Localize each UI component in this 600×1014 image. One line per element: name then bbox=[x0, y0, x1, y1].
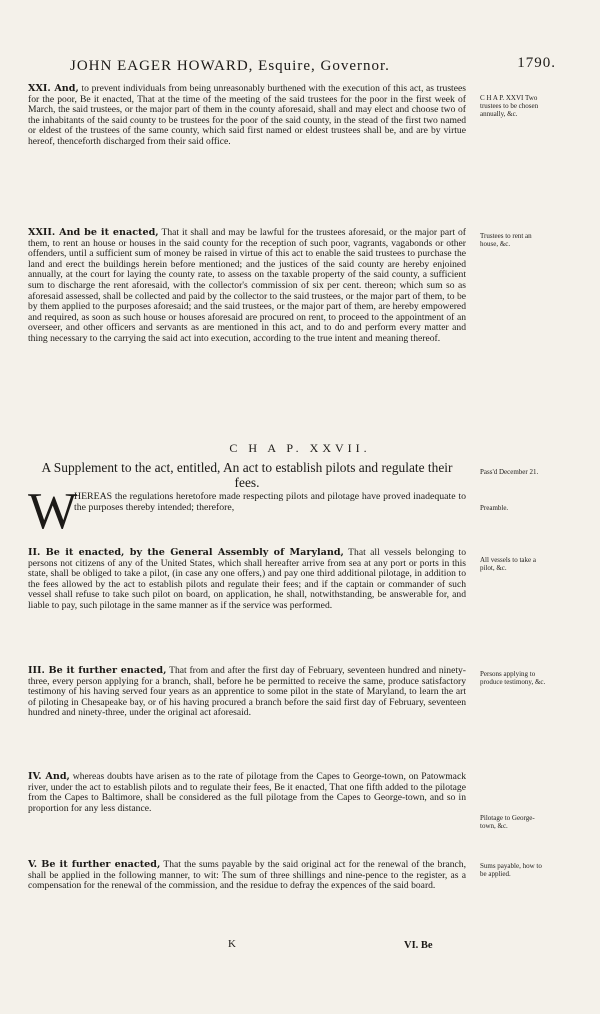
clause-lead: IV. And, bbox=[28, 771, 70, 782]
section-text: That it shall and may be lawful for the trustees aforesaid, or the major part of them, to rent an house or houses in the said county for the reception of such poor, vagrants, vagabonds or other offenders, until a sufficient sum of money be raised in virtue of this act to enable the said trustees to purchase the land and erect the buildings herein before mentioned; and the justices of the said county are hereby enjoined annually, at the court for laying the county rate, to assess on the taxable property of the said county, a sufficient sum to discharge the rent aforesaid, with the collector's commission of six per cent. thereon; which sum so as aforesaid assessed, shall be collected and paid by the collector to the said trustees, or the major part of them, to be by them applied to the purposes aforesaid; and the said trustees, or the major part of them, are hereby empowered and required, as soon as such house or houses aforesaid are procured on rent, to proceed to the appointment of an overseer, and other officers and servants as are mentioned in this act, and to do and perform every matter and thing necessary to the carrying the said act into execution, according to the true intent and meaning thereof. bbox=[28, 227, 466, 344]
signature-mark: K bbox=[228, 938, 236, 950]
clause-text: That the sums payable by the said original act for the renewal of the branch, shall be applied in the following manner, to wit: The sum of three shillings and nine-pence to the register, as a compensation for the renewal of the commission, and the residue to defray the expences of the said board. bbox=[28, 859, 466, 892]
catchword: VI. Be bbox=[404, 940, 433, 951]
margin-note-passed: Pass'd December 21. bbox=[480, 468, 539, 476]
margin-note-v: Sums payable, how to be applied. bbox=[480, 862, 542, 879]
margin-note-preamble: Preamble. bbox=[480, 504, 509, 512]
section-lead: XXII. And be it enacted, bbox=[28, 227, 159, 238]
section-xxii bbox=[28, 228, 466, 345]
preamble-text: HEREAS the regulations heretofore made respecting pilots and pilotage have proved inadequate to the purposes thereby intended; therefore, bbox=[74, 491, 466, 513]
clause-ii bbox=[28, 548, 466, 612]
margin-note-xxii: Trustees to rent an house, &c. bbox=[480, 232, 532, 249]
clause-lead: V. Be it further enacted, bbox=[28, 859, 161, 870]
margin-note-iii: Persons applying to produce testimony, &c. bbox=[480, 670, 546, 687]
chapter-title: A Supplement to the act, entitled, An act to establish pilots and regulate their fees. bbox=[41, 460, 453, 490]
clause-text: That from and after the first day of February, seventeen hundred and ninety-three, every person applying for a branch, shall, before he be permitted to receive the same, produce satisfactory testimony of his having served four years as an apprentice to some pilot in the state of Maryland, to learn the art of piloting in Chesapeake bay, or of his having procured a branch before the said first day of February, seventeen hundred and ninety-three, under the original act aforesaid. bbox=[28, 665, 466, 719]
drop-cap: W bbox=[28, 483, 78, 540]
margin-note-ii: All vessels to take a pilot, &c. bbox=[480, 556, 536, 573]
margin-note-iv: Pilotage to George-town, &c. bbox=[480, 814, 535, 831]
clause-v bbox=[28, 860, 466, 892]
running-header bbox=[70, 55, 556, 80]
header-year: 1790. bbox=[517, 55, 556, 71]
clause-lead: II. Be it enacted, by the General Assembly of Maryland, bbox=[28, 547, 344, 558]
header-governor: JOHN EAGER HOWARD, Esquire, Governor. bbox=[70, 58, 390, 74]
clause-text: That all vessels belonging to persons not citizens of any of the United States, which shall hereafter arrive from sea at any port or ports in this state, shall be obliged to take a pilot, (in case any one offers,) and pay one third additional pilotage, in addition to the fees allowed by the act to establish pilots and regulate their fees; and if the captain or commander of such vessel shall refuse to take such pilot on board, on application, he shall, notwithstanding, be answerable for, and liable to pay, such pilotage in the same manner as if the service was performed. bbox=[28, 547, 466, 611]
margin-note-xxi: C H A P. XXVI Two trustees to be chosen annually, &c. bbox=[480, 94, 539, 119]
section-lead: XXI. And, bbox=[28, 83, 79, 94]
clause-iv bbox=[28, 772, 466, 814]
chapter-heading: C H A P. XXVII. bbox=[229, 441, 371, 455]
clause-text: whereas doubts have arisen as to the rate of pilotage from the Capes to George-town, on Patowmack river, under the act to establish pilots and to regulate their fees, Be it enacted, That one fifth added to the pilotage from the Capes to Baltimore, shall be considered as the full pilotage from the Capes to George-town, and so in proportion for any less distance. bbox=[28, 771, 466, 814]
section-xxi bbox=[28, 84, 466, 148]
clause-iii bbox=[28, 666, 466, 719]
section-text: to prevent individuals from being unreasonably burthened with the execution of this act, as trustees for the poor, Be it enacted, That at the time of the meeting of the said trustees for the poor in the first week of March, the said trustees, or the major part of them in the county aforesaid, shall and may elect and choose two of the inhabitants of the said county to be trustees for the poor of the said county, in the stead of the first two named or eldest of the trustees of the same county, which said first named or eldest trustees shall be, and are by virtue hereof, thenceforth discharged from their said office. bbox=[28, 83, 466, 147]
clause-lead: III. Be it further enacted, bbox=[28, 665, 167, 676]
